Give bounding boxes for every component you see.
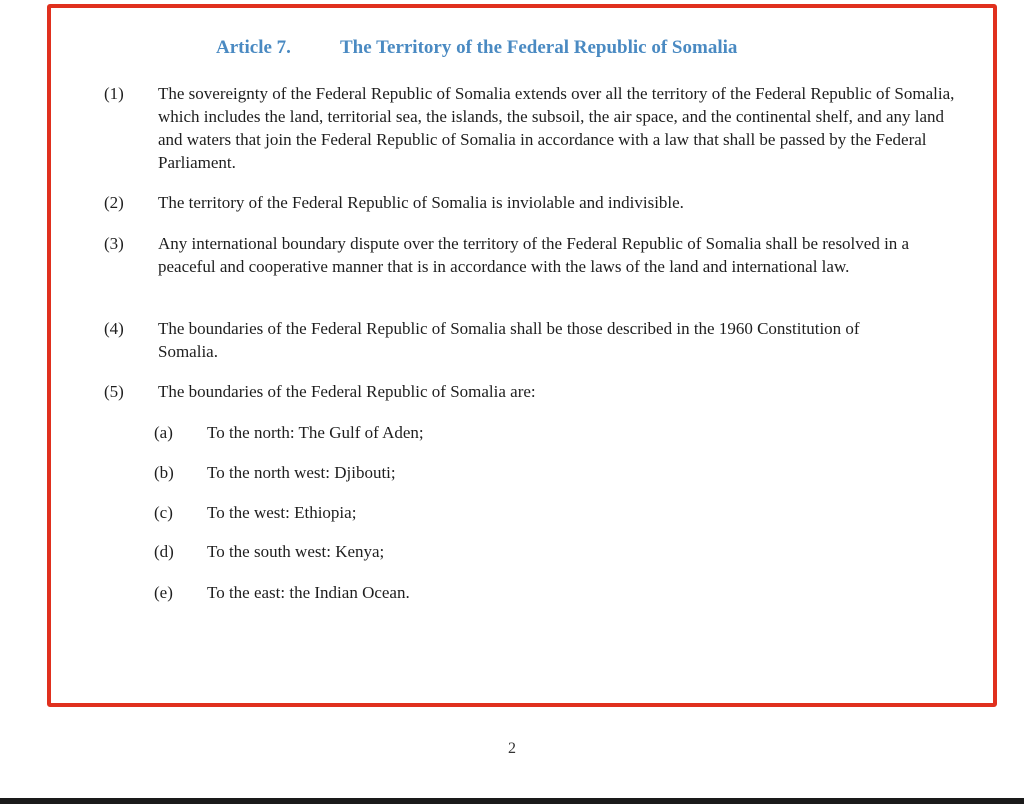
subclause-text: To the west: Ethiopia; bbox=[207, 503, 357, 522]
clause-text: The territory of the Federal Republic of Somalia is inviolable and indivisible. bbox=[158, 193, 684, 212]
clause-text: The boundaries of the Federal Republic of Somalia shall be those described in the 1960 Constitution of Somalia. bbox=[158, 319, 860, 361]
subclause-text: To the east: the Indian Ocean. bbox=[207, 583, 410, 602]
subclause-label: (c) bbox=[154, 503, 173, 522]
article-number: Article 7. bbox=[216, 37, 291, 58]
subclause-text: To the north: The Gulf of Aden; bbox=[207, 423, 424, 442]
clause-label: (4) bbox=[104, 319, 124, 338]
clause-text: The boundaries of the Federal Republic of Somalia are: bbox=[158, 382, 536, 401]
subclause-label: (a) bbox=[154, 423, 173, 442]
article-title: The Territory of the Federal Republic of Somalia bbox=[340, 37, 738, 58]
clause-text: Any international boundary dispute over the territory of the Federal Republic of Somalia shall be resolved in a peaceful and cooperative manner that is in accordance with the laws of the land and international law. bbox=[158, 234, 910, 276]
subclause-text: To the north west: Djibouti; bbox=[207, 463, 396, 482]
subclause-label: (d) bbox=[154, 542, 174, 561]
subclause-text: To the south west: Kenya; bbox=[207, 542, 385, 561]
subclause-label: (b) bbox=[154, 463, 174, 482]
clause-label: (5) bbox=[104, 382, 124, 401]
clause-label: (1) bbox=[104, 84, 124, 103]
page-number: 2 bbox=[508, 740, 516, 757]
clause-text: The sovereignty of the Federal Republic of Somalia extends over all the territory of the Federal Republic of Somalia, which includes the land, territorial sea, the islands, the subsoil, the air space, and the continental shelf, and any land and waters that join the Federal Republic of Somalia in accordance with a law that shall be passed by the Federal Parliament. bbox=[158, 84, 955, 172]
clause-label: (2) bbox=[104, 193, 124, 212]
clause-label: (3) bbox=[104, 234, 124, 253]
bottom-bar bbox=[0, 798, 1024, 804]
subclause-label: (e) bbox=[154, 583, 173, 602]
